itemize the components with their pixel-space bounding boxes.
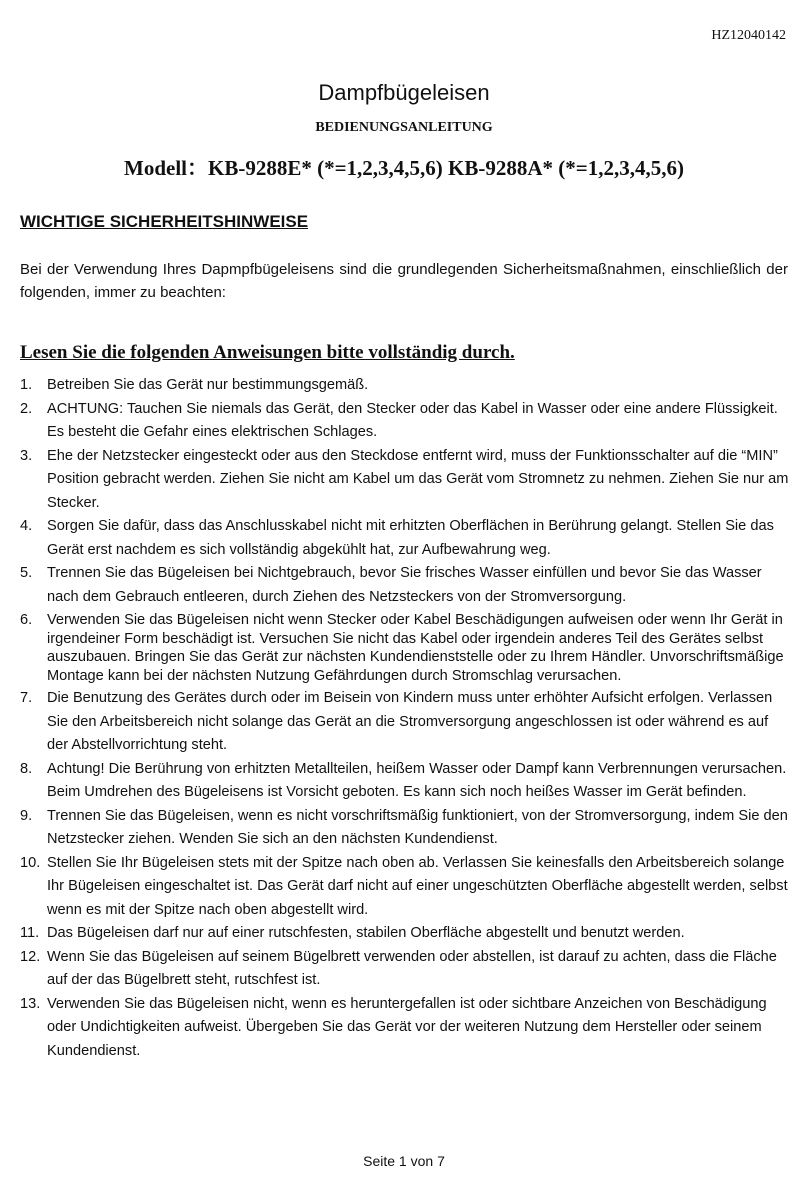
item-text: Sorgen Sie dafür, dass das Anschlusskabel nicht mit erhitzten Oberflächen in Berührung gelangt. Stellen Sie das Gerät erst nachdem es sich vollständig abgekühlt hat, zur Aufbewahrung weg. bbox=[47, 518, 774, 558]
list-item bbox=[20, 687, 790, 758]
list-item bbox=[20, 922, 790, 946]
item-text: Stellen Sie Ihr Bügeleisen stets mit der Spitze nach oben ab. Verlassen Sie keinesfalls den Arbeitsbereich solange Ihr Bügeleisen eingeschaltet ist. Das Gerät darf nicht auf einer ungeschützten Oberfläche abgestellt werden, selbst wenn es mit der Spitze nach oben abgestellt wird. bbox=[47, 854, 788, 918]
item-text: Achtung! Die Berührung von erhitzten Metallteilen, heißem Wasser oder Dampf kann Verbrennungen verursachen. Beim Umdrehen des Bügeleisens ist Vorsicht geboten. Es kann sich noch heißes Wasser im Gerät befinden. bbox=[47, 760, 787, 800]
item-number: 9. bbox=[20, 807, 33, 824]
list-item bbox=[20, 805, 790, 852]
item-number: 4. bbox=[20, 518, 33, 534]
list-item bbox=[20, 946, 790, 993]
item-number: 8. bbox=[20, 760, 33, 777]
item-number: 13. bbox=[20, 995, 41, 1012]
item-number: 11. bbox=[20, 925, 40, 941]
item-text: Ehe der Netzstecker eingesteckt oder aus den Steckdose entfernt wird, muss der Funktionsschalter auf die “MIN” Position gebracht werden. Ziehen Sie nicht am Kabel um das Gerät vom Stromnetz zu nehmen. Ziehen Sie nur am Stecker. bbox=[47, 447, 789, 511]
item-text: Trennen Sie das Bügeleisen, wenn es nicht vorschriftsmäßig funktioniert, von der Stromversorgung, indem Sie den Netzstecker ziehen. Wenden Sie sich an den nächsten Kundendienst. bbox=[47, 807, 788, 847]
document-id: HZ12040142 bbox=[711, 28, 786, 43]
item-number: 10. bbox=[20, 854, 41, 871]
item-number: 7. bbox=[20, 690, 33, 706]
page-title: Dampfbügeleisen bbox=[318, 80, 490, 105]
list-item bbox=[20, 758, 790, 805]
item-number: 3. bbox=[20, 447, 33, 464]
list-item bbox=[20, 611, 790, 685]
safety-instructions-list bbox=[20, 374, 790, 1063]
list-item bbox=[20, 374, 790, 398]
item-number: 2. bbox=[20, 400, 33, 417]
item-text: Die Benutzung des Gerätes durch oder im Beisein von Kindern muss unter erhöhter Aufsicht erfolgen. Verlassen Sie den Arbeitsbereich nicht solange das Gerät an die Stromversorgung angeschlossen ist oder während es auf der Abstellvorrichtung steht. bbox=[47, 690, 773, 753]
item-number: 12. bbox=[20, 948, 41, 965]
list-item bbox=[20, 993, 790, 1064]
item-number: 6. bbox=[20, 612, 33, 628]
list-item bbox=[20, 515, 790, 562]
item-text: Verwenden Sie das Bügeleisen nicht wenn Stecker oder Kabel Beschädigungen aufweisen oder wenn Ihr Gerät in irgendeiner Form beschädigt ist. Versuchen Sie nicht das Kabel oder irgendein anderes Teil des Gerätes selbst auszubauen. Bringen Sie das Gerät zur nächsten Kundendienststelle oder zu Ihrem Händler. Unvorschriftsmäßige Montage kann bei der nächsten Nutzung Gefährdungen durch Stromschlag verursachen. bbox=[47, 612, 784, 684]
item-text: Trennen Sie das Bügeleisen bei Nichtgebrauch, bevor Sie frisches Wasser einfüllen und bevor Sie das Wasser nach dem Gebrauch entleeren, durch Ziehen des Netzsteckers von der Stromversorgung. bbox=[47, 565, 762, 605]
list-item bbox=[20, 398, 790, 445]
list-item bbox=[20, 445, 790, 516]
item-text: Betreiben Sie das Gerät nur bestimmungsgemäß. bbox=[47, 377, 369, 393]
item-number: 5. bbox=[20, 565, 33, 581]
item-number: 1. bbox=[20, 377, 33, 393]
item-text: ACHTUNG: Tauchen Sie niemals das Gerät, den Stecker oder das Kabel in Wasser oder eine andere Flüssigkeit. Es besteht die Gefahr eines elektrischen Schlages. bbox=[47, 400, 778, 440]
list-item bbox=[20, 852, 790, 923]
model-line: Modell：KB-9288E* (*=1,2,3,4,5,6) KB-9288A* (*=1,2,3,4,5,6) bbox=[124, 156, 684, 180]
intro-paragraph: Bei der Verwendung Ihres Dapmpfbügeleisens sind die grundlegenden Sicherheitsmaßnahmen, einschließlich der folgenden, immer zu beachten: bbox=[20, 261, 788, 301]
safety-heading: WICHTIGE SICHERHEITSHINWEISE bbox=[20, 212, 309, 231]
item-text: Das Bügeleisen darf nur auf einer rutschfesten, stabilen Oberfläche abgestellt und benutzt werden. bbox=[47, 925, 685, 941]
read-heading: Lesen Sie die folgenden Anweisungen bitte vollständig durch. bbox=[20, 342, 515, 363]
subtitle: BEDIENUNGSANLEITUNG bbox=[315, 120, 493, 135]
item-text: Verwenden Sie das Bügeleisen nicht, wenn es heruntergefallen ist oder sichtbare Anzeichen von Beschädigung oder Undichtigkeiten aufweist. Übergeben Sie das Gerät vor der weiteren Nutzung dem Hersteller oder seinem Kundendienst. bbox=[47, 995, 767, 1059]
item-text: Wenn Sie das Bügeleisen auf seinem Bügelbrett verwenden oder abstellen, ist darauf zu achten, dass die Fläche auf der das Bügelbrett steht, rutschfest ist. bbox=[47, 948, 777, 988]
page-number: Seite 1 von 7 bbox=[363, 1153, 445, 1169]
list-item bbox=[20, 562, 790, 609]
